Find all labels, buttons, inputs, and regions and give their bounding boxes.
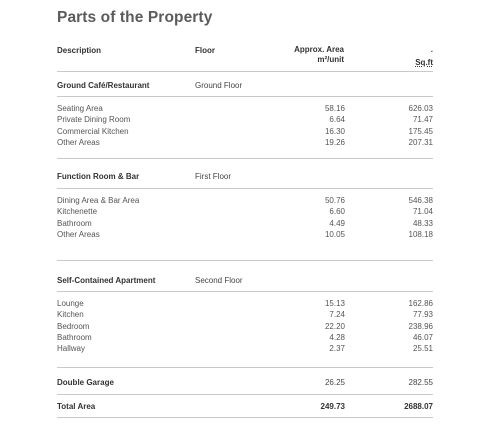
table-row bbox=[57, 138, 433, 149]
table-row bbox=[57, 230, 433, 241]
section-floor: Second Floor bbox=[195, 276, 243, 285]
row-name: Dining Area & Bar Area bbox=[57, 196, 140, 205]
table-row bbox=[57, 344, 433, 355]
table-row bbox=[57, 333, 433, 344]
row-area: 10.05 bbox=[324, 229, 345, 239]
header-area-line1: Approx. Area bbox=[294, 45, 344, 54]
header-description: Description bbox=[57, 46, 102, 55]
row-area: 4.49 bbox=[329, 218, 345, 228]
page-title: Parts of the Property bbox=[57, 9, 213, 26]
row-area: 19.26 bbox=[324, 137, 345, 147]
row-sqft: 207.31 bbox=[408, 137, 433, 147]
section-rows bbox=[57, 196, 433, 241]
header-sqft-dot: . bbox=[430, 45, 433, 54]
row-name: Lounge bbox=[57, 299, 84, 308]
section-title: Ground Café/Restaurant bbox=[57, 81, 150, 90]
row-area: 6.64 bbox=[329, 115, 345, 125]
row-area: 15.13 bbox=[324, 299, 345, 308]
row-sqft: 71.47 bbox=[412, 115, 433, 125]
row-name: Other Areas bbox=[57, 137, 100, 147]
table-row bbox=[57, 115, 433, 126]
table-row bbox=[57, 127, 433, 138]
section-floor: Ground Floor bbox=[195, 81, 243, 90]
total-area: 249.73 bbox=[320, 402, 345, 411]
section-rows bbox=[57, 299, 433, 355]
row-name: Seating Area bbox=[57, 104, 103, 113]
garage-area: 26.25 bbox=[324, 378, 345, 387]
row-sqft: 25.51 bbox=[412, 344, 433, 354]
section-floor: First Floor bbox=[195, 172, 231, 181]
row-area: 6.60 bbox=[329, 207, 345, 217]
table-row bbox=[57, 207, 433, 218]
section-divider bbox=[57, 394, 433, 395]
row-sqft: 546.38 bbox=[408, 196, 433, 205]
total-sqft: 2688.07 bbox=[404, 402, 433, 411]
row-area: 2.37 bbox=[329, 344, 345, 354]
row-name: Bedroom bbox=[57, 321, 90, 331]
row-name: Private Dining Room bbox=[57, 115, 131, 125]
section-title: Self-Contained Apartment bbox=[57, 276, 156, 285]
header-area-line2: m²/unit bbox=[317, 55, 344, 64]
row-sqft: 48.33 bbox=[412, 218, 433, 228]
section-divider bbox=[57, 188, 433, 189]
total-label: Total Area bbox=[57, 402, 96, 411]
row-name: Kitchen bbox=[57, 310, 84, 320]
header-divider bbox=[57, 71, 433, 72]
table-row bbox=[57, 104, 433, 115]
section-divider bbox=[57, 158, 433, 159]
row-area: 16.30 bbox=[324, 126, 345, 136]
section-divider bbox=[57, 96, 433, 97]
row-sqft: 71.04 bbox=[412, 207, 433, 217]
section-divider bbox=[57, 291, 433, 292]
row-area: 4.28 bbox=[329, 332, 345, 342]
header-floor: Floor bbox=[195, 46, 215, 55]
row-sqft: 175.45 bbox=[408, 126, 433, 136]
row-area: 7.24 bbox=[329, 310, 345, 320]
section-title: Function Room & Bar bbox=[57, 172, 140, 181]
section-rows bbox=[57, 104, 433, 149]
table-row bbox=[57, 299, 433, 310]
section-divider bbox=[57, 260, 433, 261]
garage-sqft: 282.55 bbox=[408, 378, 433, 387]
row-name: Hallway bbox=[57, 344, 86, 354]
row-sqft: 108.18 bbox=[408, 229, 433, 239]
table-row bbox=[57, 322, 433, 333]
section-divider bbox=[57, 367, 433, 368]
row-area: 22.20 bbox=[324, 321, 345, 331]
header-sqft: Sq.ft bbox=[415, 58, 433, 67]
row-area: 50.76 bbox=[324, 196, 345, 205]
row-sqft: 77.93 bbox=[412, 310, 433, 320]
row-sqft: 626.03 bbox=[408, 104, 433, 113]
row-name: Bathroom bbox=[57, 332, 92, 342]
table-row bbox=[57, 196, 433, 207]
row-sqft: 162.86 bbox=[408, 299, 433, 308]
row-area: 58.16 bbox=[324, 104, 345, 113]
row-name: Other Areas bbox=[57, 229, 100, 239]
row-sqft: 46.07 bbox=[412, 332, 433, 342]
table-row bbox=[57, 310, 433, 321]
table-row bbox=[57, 219, 433, 230]
row-name: Kitchenette bbox=[57, 207, 98, 217]
row-name: Bathroom bbox=[57, 218, 92, 228]
row-name: Commercial Kitchen bbox=[57, 126, 129, 136]
header-area bbox=[294, 45, 344, 65]
garage-label: Double Garage bbox=[57, 378, 114, 387]
total-divider bbox=[57, 417, 433, 418]
row-sqft: 238.96 bbox=[408, 321, 433, 331]
